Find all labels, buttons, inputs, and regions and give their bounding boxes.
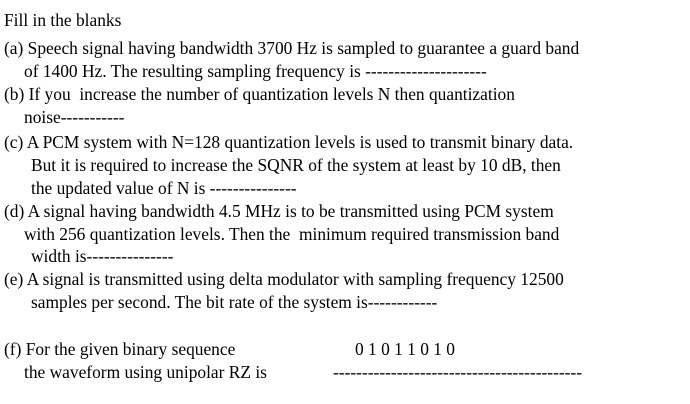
question-c-line-1: (c) A PCM system with N=128 quantization levels is used to transmit binary data. <box>4 132 574 152</box>
question-c-line-3: the updated value of N is --------------- <box>31 178 297 198</box>
binary-sequence: 0 1 0 1 1 0 1 0 <box>355 339 455 359</box>
question-a-line-1: (a) Speech signal having bandwidth 3700 Hz is sampled to guarantee a guard band <box>4 38 580 58</box>
question-d-line-2: with 256 quantization levels. Then the minimum required transmission band <box>24 224 560 244</box>
question-f-blank: ------------------------------------------- <box>333 362 583 382</box>
page-heading: Fill in the blanks <box>4 10 122 30</box>
question-e-line-1: (e) A signal is transmitted using delta modulator with sampling frequency 12500 <box>4 269 564 289</box>
question-c-line-2: But it is required to increase the SQNR of the system at least by 10 dB, then <box>31 155 561 175</box>
question-d-line-3: width is--------------- <box>31 246 174 266</box>
question-e-line-2: samples per second. The bit rate of the system is------------ <box>31 292 438 312</box>
question-b-line-1: (b) If you increase the number of quantization levels N then quantization <box>4 84 515 104</box>
question-f-line-2: the waveform using unipolar RZ is <box>24 362 267 382</box>
question-f-line-1: (f) For the given binary sequence <box>4 339 236 359</box>
question-a-line-2: of 1400 Hz. The resulting sampling frequency is --------------------- <box>24 61 487 81</box>
question-d-line-1: (d) A signal having bandwidth 4.5 MHz is to be transmitted using PCM system <box>4 201 554 221</box>
question-b-line-2: noise----------- <box>24 107 125 127</box>
